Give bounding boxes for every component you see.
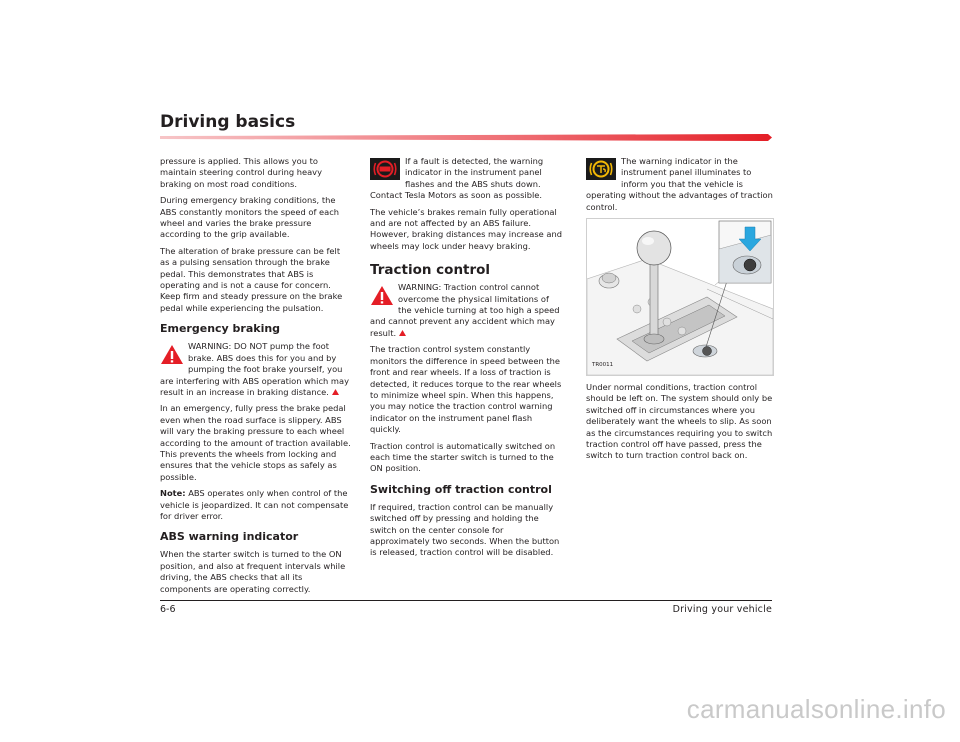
paragraph: The traction control system constantly monitors the difference in speed between the front and rear wheels. If a loss of traction is detected, it reduces torque to the rear wheels to minimize wheel spin. When this happens, you may notice the traction control warning indicator on the instrument panel flash quickly.: [370, 344, 562, 435]
paragraph: Traction control is automatically switched on each time the starter switch is turned to the ON position.: [370, 440, 556, 474]
paragraph: If required, traction control can be manually switched off by pressing and holding the switch on the center console for approximately two seconds. When the button is released, traction control will be disabled.: [370, 501, 560, 558]
paragraph: When the starter switch is turned to the ON position, and also at frequent intervals while driving, the ABS checks that all its components are operating correctly.: [160, 549, 346, 594]
page-title: Driving basics: [160, 112, 296, 132]
paragraph: The vehicle’s brakes remain fully operational and are not affected by an ABS failure. However, braking distances may increase and wheels may lock under heavy braking.: [370, 206, 562, 251]
watermark: carmanualsonline.info: [686, 694, 946, 724]
traction-control-indicator-icon: [586, 158, 616, 180]
console-illustration: [587, 219, 773, 375]
warning-triangle-icon: [370, 285, 394, 306]
abs-indicator-icon: [370, 158, 400, 180]
paragraph: During emergency braking conditions, the ABS constantly monitors the speed of each wheel and varies the brake pressure according to the grip available.: [160, 195, 340, 240]
warning-text: WARNING: DO NOT pump the foot brake. ABS does this for you and by pumping the foot brake yourself, you are interfering with ABS operation which may result in an increase in braking distance.: [160, 341, 350, 397]
abs-fault-paragraph: [370, 156, 562, 202]
heading-emergency-braking: Emergency braking: [160, 322, 281, 336]
footer-rule: [160, 600, 772, 601]
title-rule: [160, 134, 772, 141]
warning-traction-control: [370, 282, 562, 339]
paragraph: pressure is applied. This allows you to maintain steering control during heavy braking on most road conditions.: [160, 156, 322, 189]
column-3: [586, 156, 778, 467]
paragraph-text: If a fault is detected, the warning indicator in the instrument panel flashes and the ABS shuts down. Contact Tesla Motors as soon as possible.: [370, 156, 544, 201]
page-number: 6-6: [160, 604, 176, 615]
paragraph: The alteration of brake pressure can be felt as a pulsing sensation through the brake pedal. This demonstrates that ABS is operating and is not a cause for concern. Keep firm and steady pressure on the brake pedal while experiencing the pulsation.: [160, 245, 343, 313]
column-1: [160, 156, 352, 600]
warning-emergency-braking: [160, 341, 352, 398]
end-of-warning-triangle-icon: [399, 330, 406, 336]
warning-text: WARNING: Traction control cannot overcome the physical limitations of the vehicle turning at too high a speed and cannot prevent any accident which may result.: [370, 282, 560, 338]
heading-traction-control: Traction control: [370, 262, 491, 279]
section-name: Driving your vehicle: [672, 604, 772, 615]
note-text: ABS operates only when control of the vehicle is jeopardized. It can not compensate for driver error.: [160, 488, 349, 521]
end-of-warning-triangle-icon: [332, 389, 339, 395]
figure-label: TR0011: [592, 361, 614, 368]
paragraph-text: The warning indicator in the instrument panel illuminates to inform you that the vehicle is operating without the advantages of traction control.: [586, 156, 773, 212]
center-console-figure: [586, 218, 774, 376]
heading-switching-off-traction-control: Switching off traction control: [370, 482, 552, 496]
note-label: Note:: [160, 488, 186, 499]
paragraph: In an emergency, fully press the brake pedal even when the road surface is slippery. ABS will vary the braking pressure to each wheel according to the amount of traction available. This prevents the wheels from locking and ensures that the vehicle stops as safely as possible.: [160, 403, 351, 482]
note: [160, 488, 352, 522]
paragraph: Under normal conditions, traction control should be left on. The system should only be switched off in circumstances where you deliberately want the wheels to slip. As soon as the circumstances requiring you to switch traction control off have passed, press the switch to turn traction control back on.: [586, 382, 773, 461]
heading-abs-warning-indicator: ABS warning indicator: [160, 530, 299, 544]
column-2: [370, 156, 562, 564]
traction-indicator-paragraph: [586, 156, 778, 213]
warning-triangle-icon: [160, 344, 184, 365]
